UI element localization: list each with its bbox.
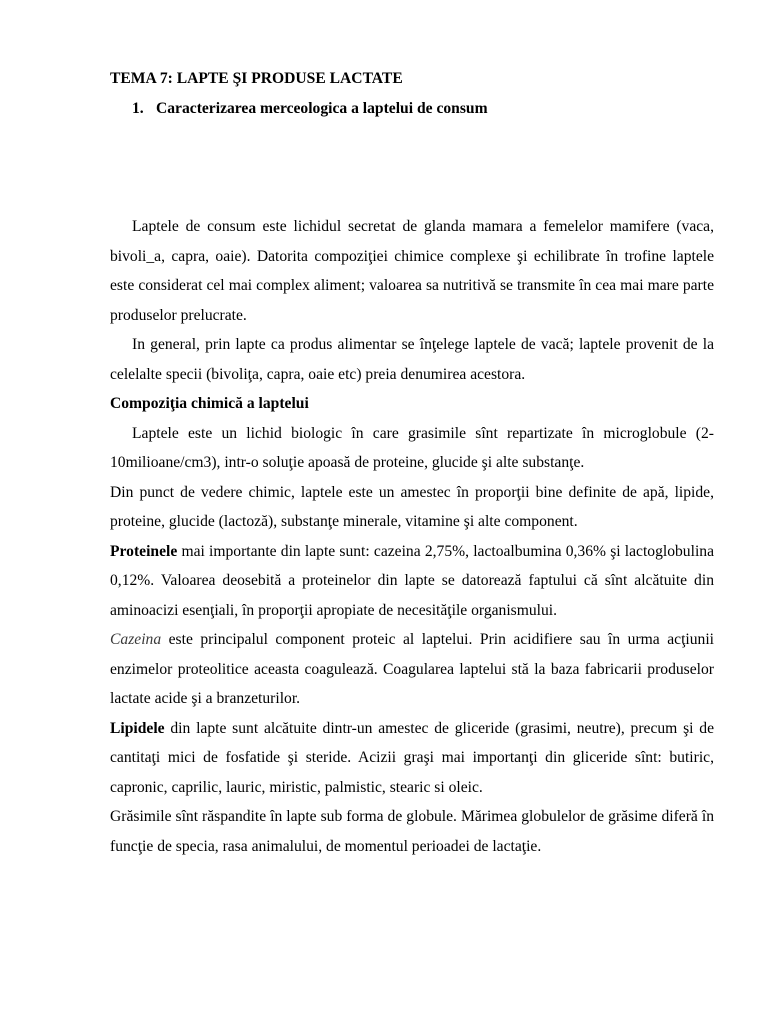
lipids-text: din lapte sunt alcătuite dintr-un amestec de gliceride (grasimi, neutre), precum şi de cantitaţi mici de fosfatide şi steride. Acizii graşi mai importanţi din gliceride sînt: butiric, capronic, caprilic, lauric, miristic, palmistic, stearic si oleic. — [110, 719, 714, 796]
paragraph-casein — [110, 625, 714, 714]
proteins-text: mai importante din lapte sunt: cazeina 2,75%, lactoalbumina 0,36% şi lactoglobulina 0,12%. Valoarea deosebită a proteinelor din lapte se datorează faptului că sînt alcătuite din aminoacizi esenţiali, în proporţii apropiate de necesităţile organismului. — [110, 542, 714, 619]
spacer — [110, 124, 714, 212]
section-heading-composition: Compoziţia chimică a laptelui — [110, 395, 309, 412]
term-casein: Cazeina — [110, 631, 162, 648]
paragraph-fat-globules: Grăsimile sînt răspandite în lapte sub forma de globule. Mărimea globulelor de grăsime diferă în funcţie de specia, rasa animalului, de momentul perioadei de lactaţie. — [110, 808, 714, 855]
term-lipids: Lipidele — [110, 719, 165, 737]
paragraph-biological: Laptele este un lichid biologic în care grasimile sînt repartizate în microglobule (2-10milioane/cm3), intr-o soluţie apoasă de proteine, glucide şi alte substanţe. — [110, 424, 714, 471]
paragraph-intro: Laptele de consum este lichidul secretat de glanda mamara a femelelor mamifere (vaca, bivoli_a, capra, oaie). Datorita compoziţiei chimice complexe şi echilibrate în trofine laptele este considerat cel mai complex aliment; valoarea sa nutritivă se transmite în cea mai mare parte produselor prelucrate. — [110, 218, 714, 324]
document-page — [110, 64, 714, 861]
paragraph-general: In general, prin lapte ca produs alimentar se înţelege laptele de vacă; laptele provenit de la celelalte specii (bivoliţa, capra, oaie etc) preia denumirea acestora. — [110, 336, 714, 383]
subtitle-text: Caracterizarea merceologica a laptelui de consum — [156, 100, 488, 117]
section-subtitle — [110, 94, 714, 124]
term-proteins: Proteinele — [110, 542, 178, 560]
paragraph-chemical: Din punct de vedere chimic, laptele este un amestec în proporţii bine definite de apă, lipide, proteine, glucide (lactoză), substanţe minerale, vitamine şi alte component. — [110, 483, 714, 530]
casein-text: este principalul component proteic al laptelui. Prin acidifiere sau în urma acţiunii enzimelor proteolitice aceasta coagulează. Coagularea laptelui stă la baza fabricarii produselor lactate acide şi a branzeturilor. — [110, 631, 714, 707]
paragraph-lipids — [110, 714, 714, 803]
document-title: TEMA 7: LAPTE ŞI PRODUSE LACTATE — [110, 70, 403, 87]
paragraph-proteins — [110, 537, 714, 626]
subtitle-number: 1. — [132, 100, 144, 117]
